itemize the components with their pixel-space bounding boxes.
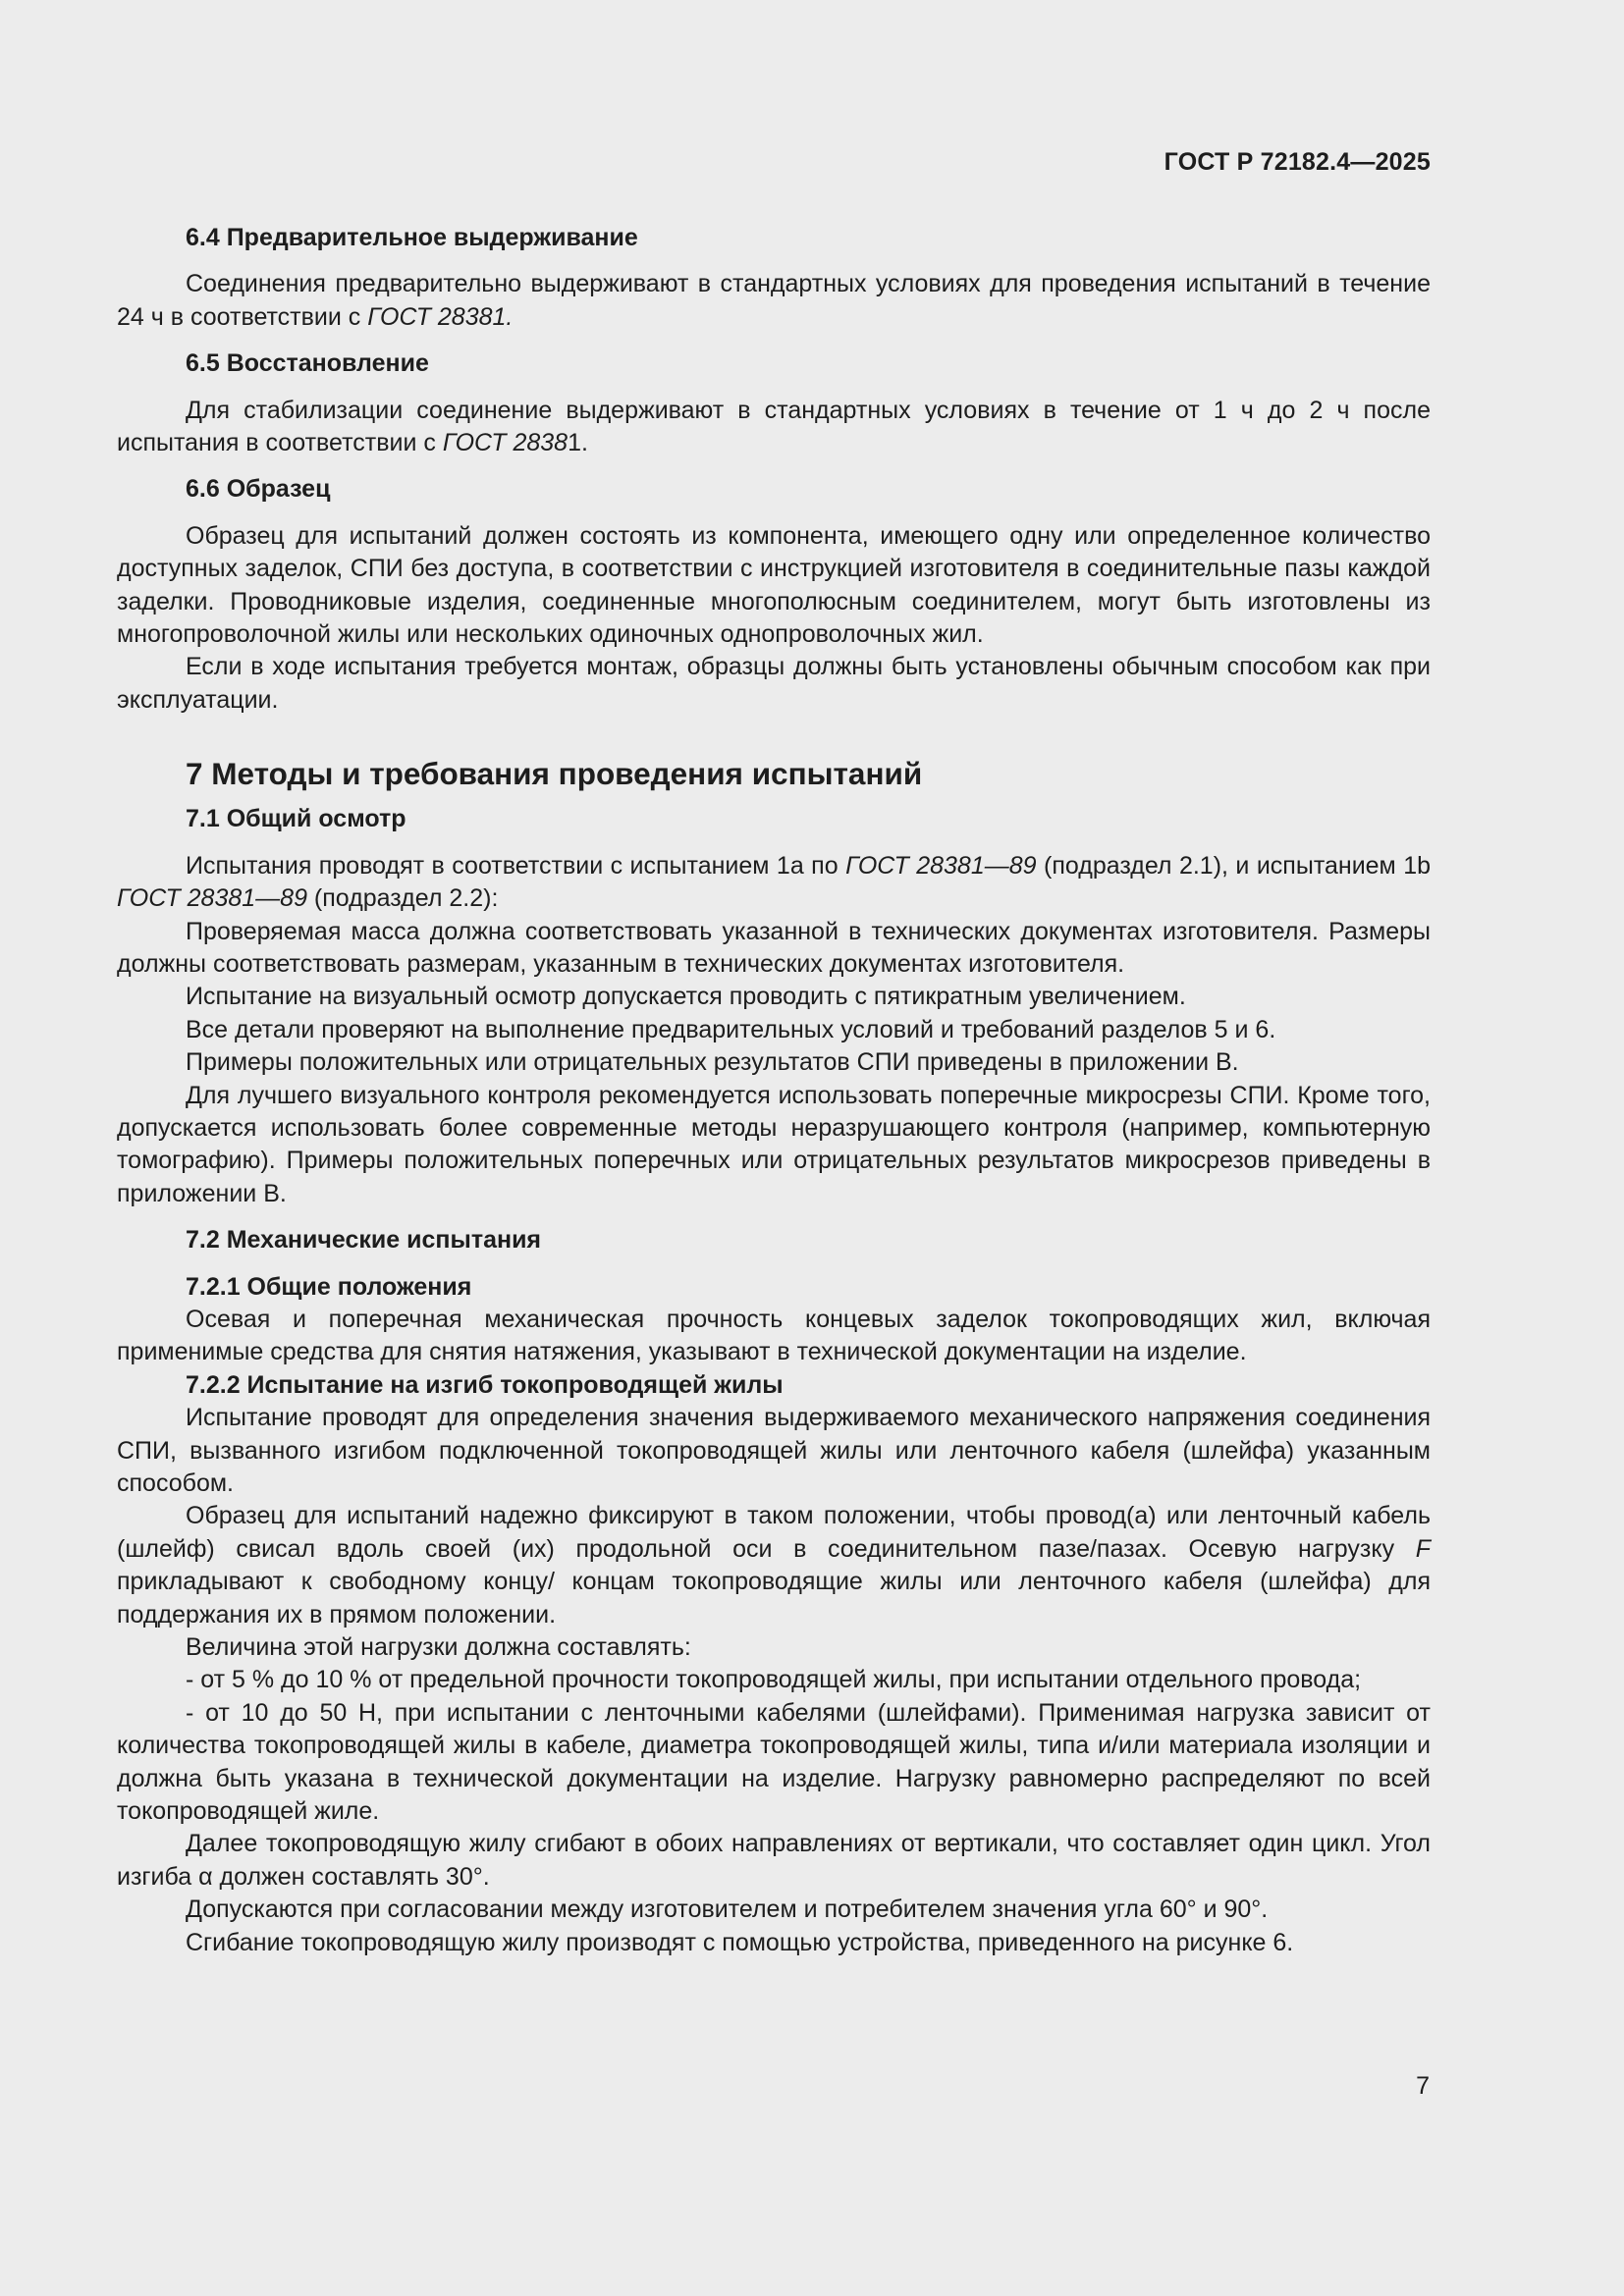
section-7-2-1-paragraph: Осевая и поперечная механическая прочность концевых заделок токопроводящих жил, включая применимые средства для снятия натяжения, указывают в технической документации на изделие. (117, 1305, 1431, 1366)
section-7-1-paragraph-5: Примеры положительных или отрицательных результатов СПИ приведены в приложении В. (186, 1048, 1239, 1077)
section-7-2-2-paragraph-6: Сгибание токопроводящую жилу производят с помощью устройства, приведенного на рисунке 6. (186, 1928, 1294, 1956)
page-header: ГОСТ Р 72182.4—2025 (1164, 148, 1431, 176)
section-7-1-title: 7.1 Общий осмотр (186, 805, 406, 833)
section-7-1-paragraph-6: Для лучшего визуального контроля рекомендуется использовать поперечные микросрезы СПИ. Кроме того, допускается использовать более современные методы неразрушающего контроля (например, компьютерную томографию). Примеры положительных поперечных или отрицательных результатов микросрезов приведены в приложении В. (117, 1081, 1431, 1207)
section-6-4-paragraph: Соединения предварительно выдерживают в стандартных условиях для проведения испытаний в течение 24 ч в соответствии с ГОСТ 28381. (117, 270, 1431, 331)
list-item: - от 5 % до 10 % от предельной прочности токопроводящей жилы, при испытании отдельного провода; (186, 1666, 1362, 1694)
section-7-2-2-paragraph-4: Далее токопроводящую жилу сгибают в обоих направлениях от вертикали, что составляет один цикл. Угол изгиба α должен составлять 30°. (117, 1830, 1431, 1891)
section-6-6-paragraph-2: Если в ходе испытания требуется монтаж, образцы должны быть установлены обычным способом как при эксплуатации. (117, 653, 1431, 714)
section-7-1-paragraph-1: Испытания проводят в соответствии с испытанием 1а по ГОСТ 28381—89 (подраздел 2.1), и испытанием 1b ГОСТ 28381—89 (подраздел 2.2): (117, 851, 1432, 913)
section-6-5-paragraph: Для стабилизации соединение выдерживают в стандартных условиях в течение от 1 ч до 2 ч после испытания в соответствии с ГОСТ 28381. (117, 396, 1431, 457)
section-6-5-title: 6.5 Восстановление (186, 349, 429, 378)
standard-reference: ГОСТ 28381—89 (845, 851, 1037, 880)
standard-reference: ГОСТ 2838 (442, 429, 568, 457)
section-7-2-2-title: 7.2.2 Испытание на изгиб токопроводящей жилы (186, 1370, 784, 1399)
section-7-1-paragraph-3: Испытание на визуальный осмотр допускается проводить с пятикратным увеличением. (186, 983, 1186, 1011)
section-7-2-title: 7.2 Механические испытания (186, 1226, 542, 1255)
section-7-2-2-paragraph-3: Величина этой нагрузки должна составлять: (186, 1633, 691, 1662)
section-7-title: 7 Методы и требования проведения испытаний (186, 756, 923, 792)
list-item: - от 10 до 50 Н, при испытании с ленточными кабелями (шлейфами). Применимая нагрузка зависит от количества токопроводящей жилы в кабеле, диаметра токопроводящей жилы, типа и/или материала изоляции и должна быть указана в технической документации на изделие. Нагрузку равномерно распределяют по всей токопроводящей жиле. (117, 1698, 1431, 1826)
load-symbol: F (1415, 1534, 1431, 1563)
standard-reference: ГОСТ 28381. (367, 302, 514, 331)
section-7-2-2-paragraph-5: Допускаются при согласовании между изготовителем и потребителем значения угла 60° и 90°. (186, 1896, 1269, 1924)
section-6-6-paragraph-1: Образец для испытаний должен состоять из компонента, имеющего одну или определенное количество доступных заделок, СПИ без доступа, в соответствии с инструкцией изготовителя в соединительные пазы каждой заделки. Проводниковые изделия, соединенные многополюсным соединителем, могут быть изготовлены из многопроволочной жилы или нескольких одиночных однопроволочных жил. (117, 521, 1431, 649)
page-number: 7 (1416, 2072, 1430, 2100)
standard-reference: ГОСТ 28381—89 (117, 884, 307, 913)
section-7-1-paragraph-4: Все детали проверяют на выполнение предварительных условий и требований разделов 5 и 6. (186, 1015, 1276, 1043)
section-7-2-2-paragraph-1: Испытание проводят для определения значения выдерживаемого механического напряжения соединения СПИ, вызванного изгибом подключенной токопроводящей жилы или ленточного кабеля (шлейфа) указанным способом. (117, 1404, 1431, 1497)
section-6-6-title: 6.6 Образец (186, 475, 331, 504)
section-7-2-2-paragraph-2: Образец для испытаний надежно фиксируют в таком положении, чтобы провод(а) или ленточный кабель (шлейф) свисал вдоль своей (их) продольной оси в соединительном пазе/пазах. Осевую нагрузку F прикладывают к свободному концу/ концам токопроводящие жилы или ленточного кабеля (шлейфа) для поддержания их в прямом положении. (117, 1502, 1431, 1629)
section-6-4-title: 6.4 Предварительное выдерживание (186, 224, 638, 251)
section-7-1-paragraph-2: Проверяемая масса должна соответствовать указанной в технических документах изготовителя. Размеры должны соответствовать размерам, указанным в технических документах изготовителя. (117, 917, 1431, 978)
section-7-2-1-title: 7.2.1 Общие положения (186, 1272, 472, 1301)
document-body (117, 222, 1431, 1959)
